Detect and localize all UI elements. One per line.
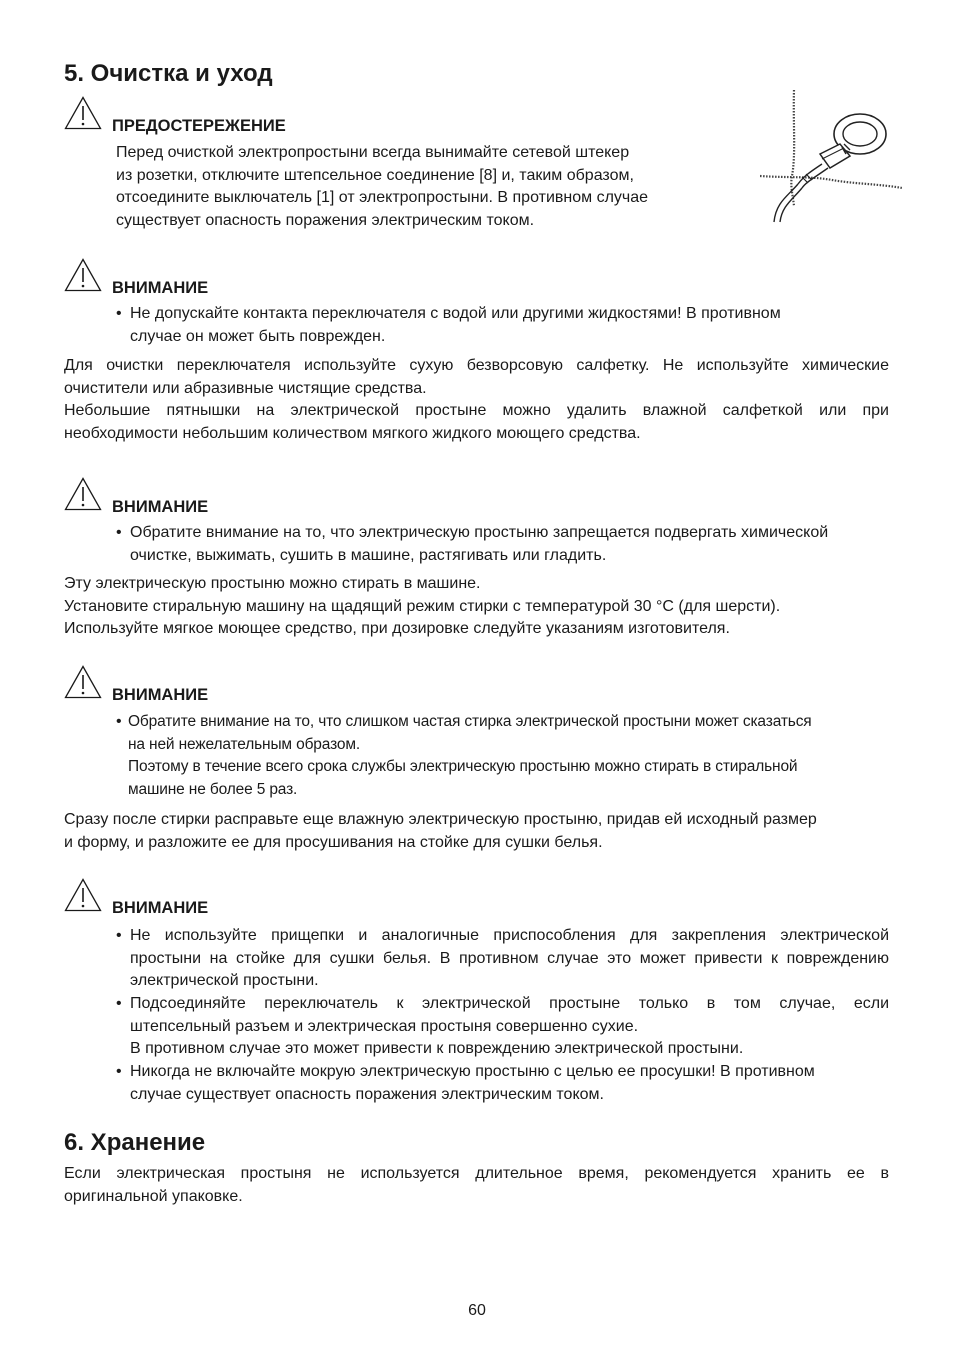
page-number: 60 [468,1302,486,1319]
warning-triangle-icon [64,878,102,912]
bullet-marker: • [116,713,122,730]
warning-triangle-icon [64,96,102,130]
drying-paragraph: Сразу после стирки расправьте еще влажную электрическую простыню, придав ей исходный размер и форму, и разложите ее для просушивания на стойке для сушки белья. [64,811,817,851]
attention-bullet-text: Не допускайте контакта переключателя с водой или другими жидкостями! В противном случае он может быть поврежден. [130,305,781,345]
cleaning-paragraph: Для очистки переключателя используйте сухую безворсовую салфетку. Не используйте химические очистители или абразивные чистящие средства. Небольшие пятнышки на электрической простыне можно удалить влажной салфеткой или при необходимости небольшим количеством мягкого жидкого моющего средства. [64,357,889,442]
attention-bullet-text: Обратите внимание на то, что электрическую простыню запрещается подвергать химической очистке, выжимать, сушить в машине, растягивать или гладить. [130,524,829,564]
bullet-marker: • [116,524,122,541]
section-title-storage: 6. Хранение [64,1129,206,1156]
attention-bullet-text: Подсоединяйте переключатель к электрической простыне только в том случае, если штепсельный разъем и электрическая простыня совершенно сухие. В противном случае это может привести к повреждению электрической простыни. [130,995,889,1057]
section-title-cleaning: 5. Очистка и уход [64,60,273,87]
attention-title: ВНИМАНИЕ [112,686,209,704]
storage-paragraph: Если электрическая простыня не используется длительное время, рекомендуется хранить ее в оригинальной упаковке. [64,1165,889,1205]
warning-triangle-icon [64,477,102,511]
warning-triangle-icon [64,258,102,292]
plug-connector-illustration [760,84,902,226]
bullet-marker: • [116,927,122,944]
attention-title: ВНИМАНИЕ [112,279,209,297]
caution-text: Перед очисткой электропростыни всегда вынимайте сетевой штекер из розетки, отключите штепсельное соединение [8] и, таким образом, отсоедините выключатель [1] от электропростыни. В противном случае существует опасность поражения электрическим током. [116,144,649,229]
washing-paragraph: Эту электрическую простыню можно стирать в машине. Установите стиральную машину на щадящий режим стирки с температурой 30 °C (для шерсти). Используйте мягкое моющее средство, при дозировке следуйте указаниям изготовителя. [64,575,781,637]
warning-triangle-icon [64,665,102,699]
caution-title: ПРЕДОСТЕРЕЖЕНИЕ [112,117,286,135]
attention-bullet-text: Не используйте прищепки и аналогичные приспособления для закрепления электрической простыни на стойке для сушки белья. В противном случае это может привести к повреждению электрической простыни. [130,927,889,989]
attention-title: ВНИМАНИЕ [112,899,209,917]
bullet-marker: • [116,995,122,1012]
bullet-marker: • [116,305,122,322]
attention-bullet-text: Никогда не включайте мокрую электрическую простыню с целью ее просушки! В противном случае существует опасность поражения электрическим током. [130,1063,815,1103]
attention-bullet-text: Обратите внимание на то, что слишком частая стирка электрической простыни может сказаться на ней нежелательным образом. Поэтому в течение всего срока службы электрическую простыню можно стирать в стиральной машине не более 5 раз. [128,713,812,798]
attention-title: ВНИМАНИЕ [112,498,209,516]
bullet-marker: • [116,1063,122,1080]
